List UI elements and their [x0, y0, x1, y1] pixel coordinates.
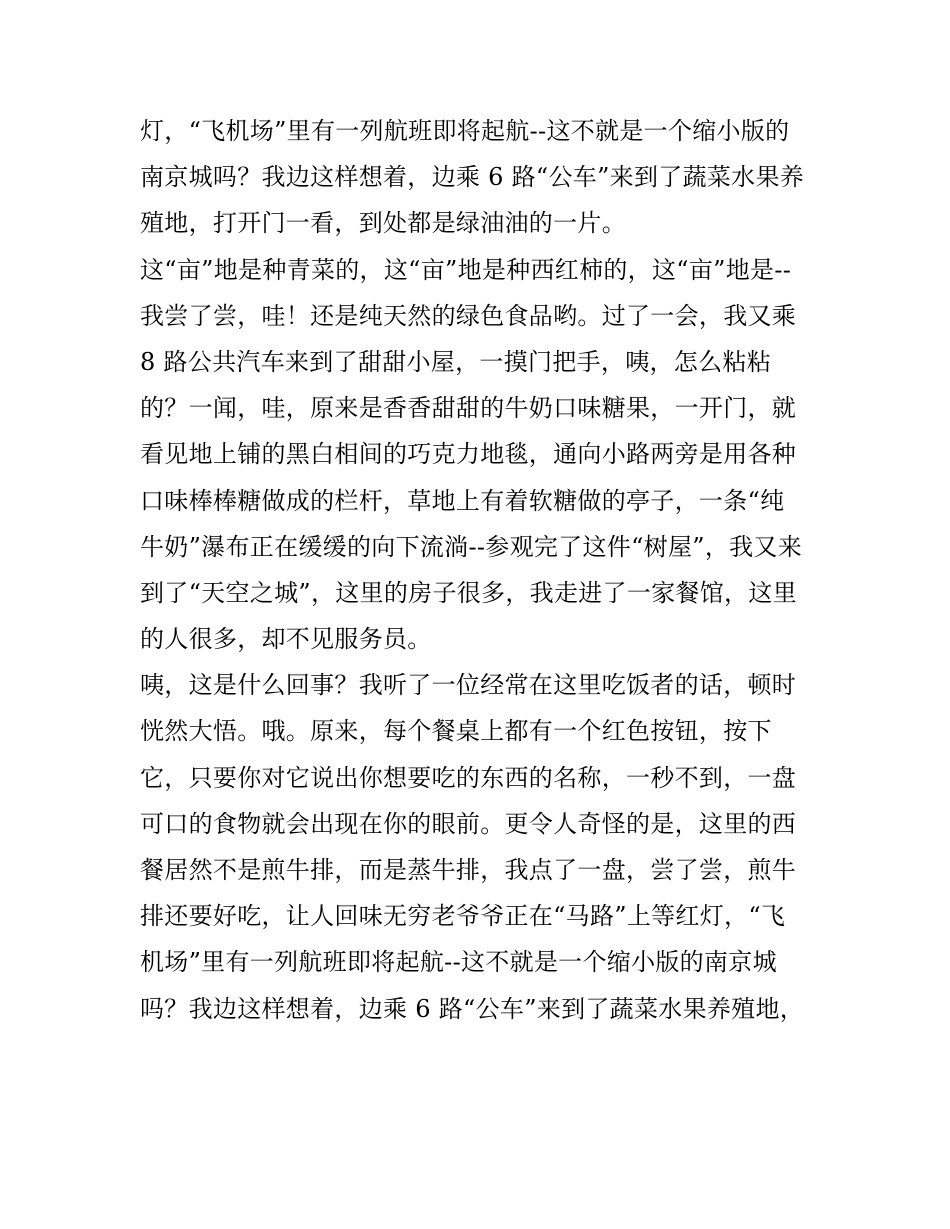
- text-line-10: 牛奶”瀑布正在缓缓的向下流淌--参观完了这件“树屋”，我又来: [140, 532, 803, 561]
- text-line-2: 南京城吗？我边这样想着，边乘 6 路“公车”来到了蔬菜水果养: [140, 163, 805, 192]
- text-line-9: 口味棒棒糖做成的栏杆，草地上有着软糖做的亭子，一条“纯: [140, 486, 785, 515]
- text-line-19: 机场”里有一列航班即将起航--这不就是一个缩小版的南京城: [140, 948, 777, 977]
- text-line-5: 我尝了尝，哇！还是纯天然的绿色食品哟。过了一会，我又乘: [140, 301, 797, 330]
- text-line-3: 殖地，打开门一看，到处都是绿油油的一片。: [140, 209, 626, 238]
- text-line-7: 的？一闻，哇，原来是香香甜甜的牛奶口味糖果，一开门，就: [140, 394, 797, 423]
- text-line-18: 排还要好吃，让人回味无穷老爷爷正在“马路”上等红灯，“飞: [140, 902, 786, 931]
- text-line-6: 8 路公共汽车来到了甜甜小屋，一摸门把手，咦，怎么粘粘: [140, 347, 771, 376]
- text-line-17: 餐居然不是煎牛排，而是蒸牛排，我点了一盘，尝了尝，煎牛: [140, 856, 797, 884]
- text-line-11: 到了“天空之城”，这里的房子很多，我走进了一家餐馆，这里: [140, 578, 797, 607]
- body-text: [140, 108, 830, 1032]
- text-line-20: 吗？我边这样想着，边乘 6 路“公车”来到了蔬菜水果养殖地，: [140, 994, 805, 1023]
- text-line-13: 咦，这是什么回事？我听了一位经常在这里吃饭者的话，顿时: [140, 671, 797, 700]
- text-line-14: 恍然大悟。哦。原来，每个餐桌上都有一个红色按钮，按下: [140, 717, 772, 746]
- text-line-16: 可口的食物就会出现在你的眼前。更令人奇怪的是，这里的西: [140, 809, 797, 838]
- text-line-8: 看见地上铺的黑白相间的巧克力地毯，通向小路两旁是用各种: [140, 440, 797, 469]
- text-line-1: 灯，“飞机场”里有一列航班即将起航--这不就是一个缩小版的: [140, 117, 790, 145]
- text-line-15: 它，只要你对它说出你想要吃的东西的名称，一秒不到，一盘: [140, 763, 797, 792]
- text-line-4: 这“亩”地是种青菜的，这“亩”地是种西红柿的，这“亩”地是--: [140, 255, 792, 284]
- text-line-12: 的人很多，却不见服务员。: [140, 625, 432, 654]
